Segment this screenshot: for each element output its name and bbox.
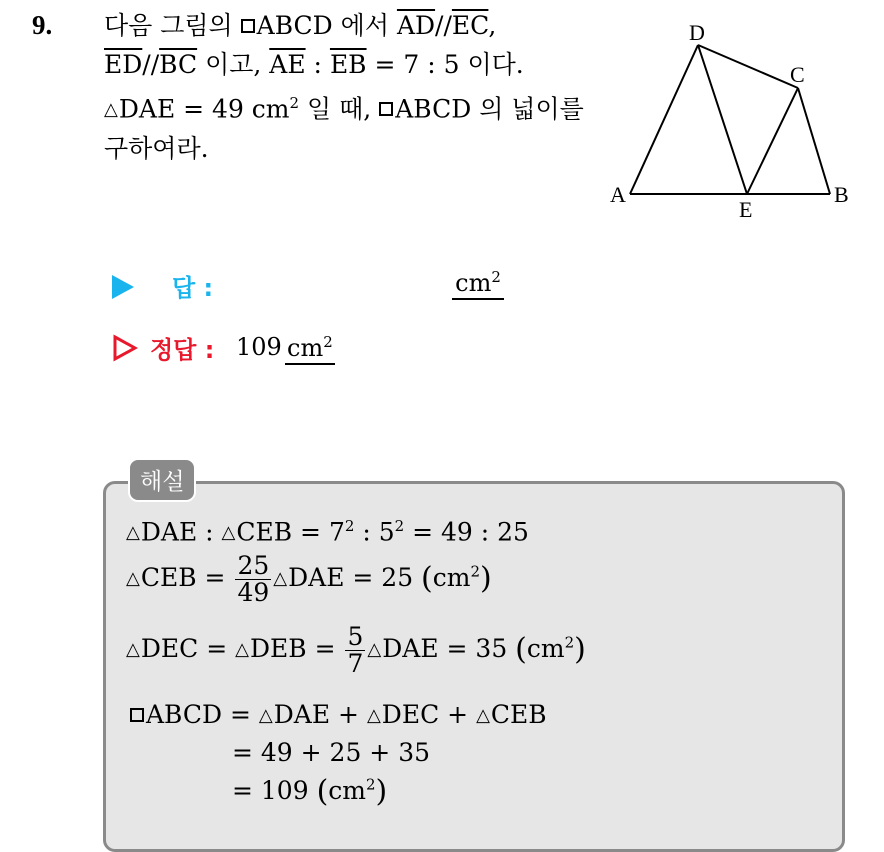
answer-row (112, 268, 542, 308)
fraction (235, 553, 271, 606)
segment-dc-line (698, 45, 798, 88)
problem-text: 일 때, (307, 94, 372, 124)
numerator: 25 (237, 551, 270, 580)
vertex-label-b: B (834, 182, 849, 207)
solution-line-2 (126, 553, 492, 606)
problem-line-1 (104, 6, 584, 45)
paren-close: ) (375, 774, 388, 809)
segment-ec: $\overline{EC}$ (451, 11, 489, 40)
solution-line-1 (126, 517, 529, 546)
segment-ed: $\overline{ED}$ (104, 50, 143, 79)
correct-answer-unit (285, 333, 335, 365)
math-text: CEB (490, 700, 547, 729)
quadrilateral-icon (130, 708, 144, 722)
problem-text: 다음 그림의 (104, 11, 233, 40)
problem-line-3 (104, 84, 584, 129)
triangle-icon: △ (235, 639, 249, 660)
answer-unit[interactable] (452, 268, 504, 300)
fraction (345, 624, 365, 677)
math-text: : 5 (354, 517, 395, 547)
quadrilateral-icon (241, 19, 255, 33)
triangle-icon: △ (366, 705, 381, 726)
area-value: = 49 cm (183, 94, 290, 124)
vertex-label-e: E (739, 197, 753, 222)
vertex-label-d: D (689, 20, 705, 45)
segment-ad: $\overline{AD}$ (396, 11, 436, 40)
math-text: DAE : (140, 517, 222, 547)
solution-line-6 (232, 774, 387, 809)
superscript: 2 (289, 94, 300, 112)
triangle-icon: △ (126, 568, 140, 589)
outline-arrow-icon (112, 334, 138, 362)
superscript: 2 (394, 517, 405, 535)
triangle-icon: △ (476, 705, 490, 726)
quad-name: ABCD (395, 94, 472, 124)
solution-line-5: = 49 + 25 + 35 (232, 738, 431, 767)
triangle-icon: △ (273, 568, 288, 589)
triangle-icon: △ (104, 99, 118, 121)
unit-text: cm (526, 634, 565, 663)
play-arrow-icon (112, 275, 134, 299)
paren-close: ) (480, 561, 492, 596)
geometry-figure (600, 18, 870, 230)
correct-answer-value: 109 (236, 333, 282, 361)
vertex-label-a: A (610, 182, 626, 207)
punctuation: , (488, 11, 497, 40)
segment-ec-line (747, 88, 798, 194)
math-text: = 109 (232, 776, 317, 805)
solution-line-4 (130, 700, 547, 729)
ratio-text: = 7 : 5 이다. (374, 50, 524, 79)
triangle-icon: △ (258, 705, 273, 726)
math-text: DEB = (249, 634, 344, 663)
problem-line-2 (104, 45, 584, 84)
segment-ae: $\overline{AE}$ (269, 50, 306, 79)
triangle-name: DAE (118, 94, 176, 124)
triangle-icon: △ (367, 639, 382, 660)
unit-text: cm (287, 334, 324, 362)
numerator: 5 (347, 622, 364, 651)
paren-close: ) (574, 632, 586, 667)
math-text: CEB = (140, 563, 234, 592)
triangle-icon: △ (126, 639, 140, 660)
math-text: = 49 : 25 (404, 517, 529, 547)
superscript: 2 (564, 633, 575, 652)
unit-text: cm (328, 776, 366, 805)
vertex-label-c: C (790, 62, 805, 87)
correct-answer-label: 정답 : (150, 336, 215, 364)
triangle-icon: △ (126, 522, 140, 544)
segment-ad-line (630, 45, 698, 194)
segment-de-line (698, 45, 747, 194)
math-text: DAE + (273, 700, 367, 729)
parallel-symbol: // (435, 11, 452, 40)
segment-bc: $\overline{BC}$ (159, 50, 198, 79)
problem-text: 의 넓이를 (479, 94, 584, 124)
colon: : (313, 50, 322, 79)
math-text: ABCD = (146, 700, 259, 729)
unit-text: cm (455, 269, 492, 297)
denominator: 49 (237, 578, 270, 607)
segment-eb: $\overline{EB}$ (329, 50, 367, 79)
math-text: CEB = 7 (236, 517, 345, 547)
problem-text: 이고, (205, 50, 262, 79)
superscript: 2 (344, 517, 355, 535)
unit-text: cm (432, 563, 471, 592)
answer-label: 답 : (172, 274, 214, 302)
solution-line-3 (126, 624, 586, 677)
quadrilateral-icon (379, 102, 393, 116)
correct-answer-row (112, 330, 512, 370)
segment-cb-line (798, 88, 830, 194)
superscript: 2 (366, 775, 376, 794)
superscript: 2 (470, 562, 481, 581)
problem-text: 에서 (340, 11, 389, 40)
quad-name: ABCD (256, 11, 333, 40)
math-text: DEC + (381, 700, 477, 729)
paren-open: ( (316, 774, 329, 809)
math-text: DAE = 25 (288, 563, 422, 592)
superscript: 2 (491, 268, 501, 286)
problem-statement (104, 6, 584, 168)
math-text: DEC = (140, 634, 236, 663)
parallel-symbol: // (142, 50, 160, 79)
question-number: 9. (32, 10, 53, 40)
paren-open: ( (515, 632, 527, 667)
denominator: 7 (347, 649, 364, 678)
problem-line-4: 구하여라. (104, 134, 209, 164)
superscript: 2 (323, 333, 333, 351)
math-text: DAE = 35 (382, 634, 516, 663)
paren-open: ( (421, 561, 433, 596)
solution-tag: 해설 (128, 458, 196, 502)
triangle-icon: △ (221, 522, 236, 544)
